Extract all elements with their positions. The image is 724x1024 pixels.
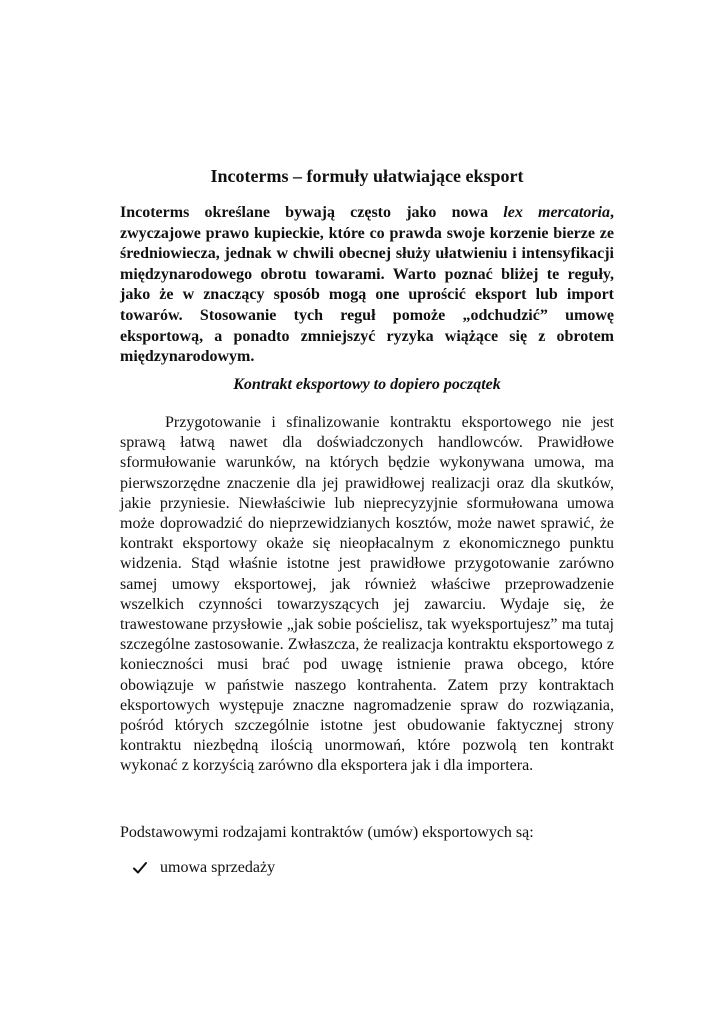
abstract-italic-term: lex mercatoria [503,204,610,221]
list-intro-text: Podstawowymi rodzajami kontraktów (umów) eksportowych są: [120,824,534,841]
list-item-label: umowa sprzedaży [160,859,276,876]
list-item [132,857,275,879]
check-icon [132,860,148,876]
document-title: Incoterms – formuły ułatwiające eksport [210,166,524,186]
section-heading: Kontrakt eksportowy to dopiero początek [233,376,501,393]
body-paragraph: Przygotowanie i sfinalizowanie kontraktu eksportowego nie jest sprawą łatwą nawet dla doświadczonych handlowców. Prawidłowe sformułowanie warunków, na których będzie wykonywana umowa, ma pierwszorzędne znaczenie dla jej prawidłowej realizacji oraz dla skutków, jakie przyniesie. Niewłaściwie lub nieprecyzyjnie sformułowana umowa może doprowadzić do nieprzewidzianych kosztów, może nawet sprawić, że kontrakt eksportowy okaże się nieopłacalnym z ekonomicznego punktu widzenia. Stąd właśnie istotne jest prawidłowe przygotowanie zarówno samej umowy eksportowej, jak również właściwe przeprowadzenie wszelkich czynności towarzyszących jej zawarciu. Wydaje się, że trawestowane przysłowie „jak sobie pościelisz, tak wyeksportujesz” ma tutaj szczególne zastosowanie. Zwłaszcza, że realizacja kontraktu eksportowego z konieczności musi brać pod uwagę istnienie prawa obcego, które obowiązuje w państwie naszego kontrahenta. Zatem przy kontraktach eksportowych występuje znaczne nagromadzenie spraw do rozwiązania, pośród których szczególnie istotne jest obudowanie faktycznej strony kontraktu niezbędną ilością unormowań, które pozwolą ten kontrakt wykonać z korzyścią zarówno dla eksportera jak i dla importera. [120,414,614,775]
abstract-text-start: Incoterms określane bywają często jako nowa [120,204,504,221]
abstract-paragraph [120,203,614,368]
abstract-text-end: , zwyczajowe prawo kupieckie, które co prawda swoje korzenie bierze ze średniowiecza, jednak w chwili obecnej służy ułatwieniu i intensyfikacji międzynarodowego obrotu towarami. Warto poznać bliżej te reguły, jako że w znaczący sposób mogą one uprościć eksport lub import towarów. Stosowanie tych reguł pomoże „odchudzić” umowę eksportową, a ponadto zmniejszyć ryzyka wiążące się z obrotem międzynarodowym. [120,204,614,366]
